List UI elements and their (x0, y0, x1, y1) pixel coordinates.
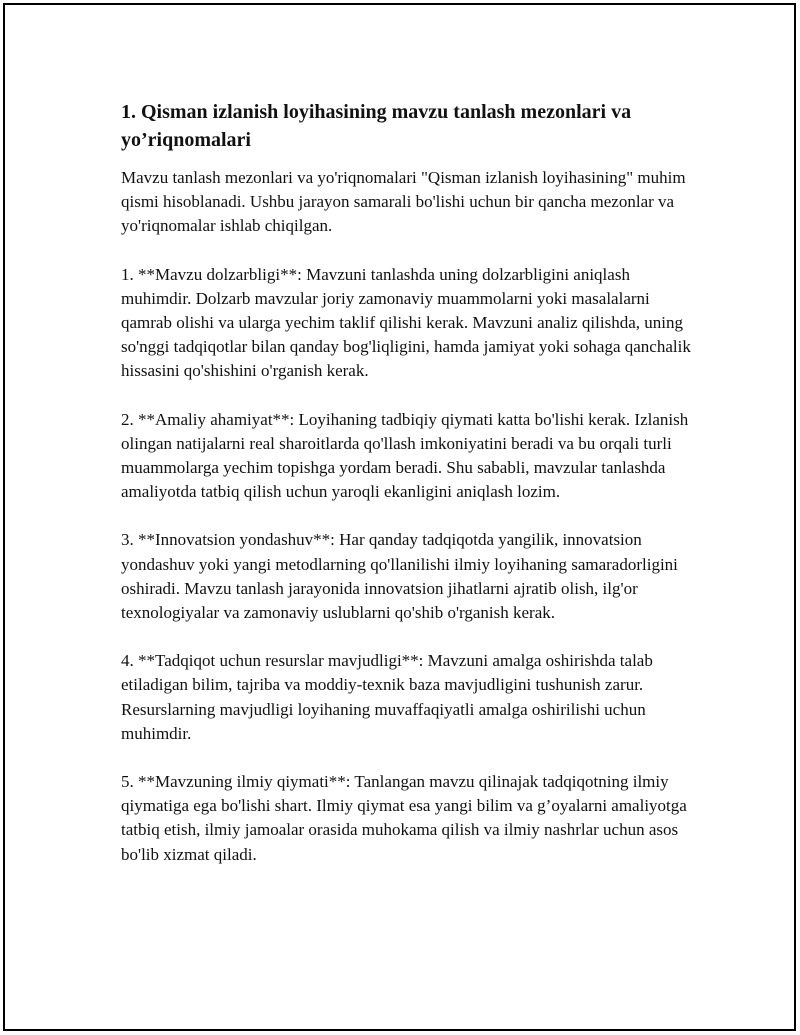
intro-paragraph: Mavzu tanlash mezonlari va yo'riqnomalari "Qisman izlanish loyihasining" muhim qismi hisoblanadi. Ushbu jarayon samarali bo'lishi uchun bir qancha mezonlar va yo'riqnomalar ishlab chiqilgan. (121, 168, 686, 236)
document-title: 1. Qisman izlanish loyihasining mavzu tanlash mezonlari va yo’riqnomalari (121, 101, 632, 151)
page-frame (3, 3, 796, 1031)
criterion-practical-value-paragraph: 2. **Amaliy ahamiyat**: Loyihaning tadbiqiy qiymati katta bo'lishi kerak. Izlanish olingan natijalarni real sharoitlarda qo'llash imkoniyatini beradi va bu orqali turli muammolarga yechim topishga yordam beradi. Shu sababli, mavzular tanlashda amaliyotda tatbiq qilish uchun yaroqli ekanligini aniqlash lozim. (121, 409, 689, 502)
criterion-relevance-paragraph: 1. **Mavzu dolzarbligi**: Mavzuni tanlashda uning dolzarbligini aniqlash muhimdir. Dolzarb mavzular joriy zamonaviy muammolarni yoki masalalarni qamrab olishi va ularga yechim taklif qilishi kerak. Mavzuni analiz qilishda, uning so'nggi tadqiqotlar bilan qanday bog'liqligini, hamda jamiyat yoki sohaga qanchalik hissasini qo'shishini o'rganish kerak. (121, 264, 691, 381)
criterion-resources-paragraph: 4. **Tadqiqot uchun resurslar mavjudligi**: Mavzuni amalga oshirishda talab etiladigan bilim, tajriba va moddiy-texnik baza mavjudligini tushunish zarur. Resurslarning mavjudligi loyihaning muvaffaqiyatli amalga oshirilishi uchun muhimdir. (121, 651, 653, 743)
criterion-scientific-value-paragraph: 5. **Mavzuning ilmiy qiymati**: Tanlangan mavzu qilinajak tadqiqotning ilmiy qiymatiga ega bo'lishi shart. Ilmiy qiymat esa yangi bilim va g’oyalarni amaliyotga tatbiq etish, ilmiy jamoalar orasida muhokama qilish va ilmiy nashrlar uchun asos bo'lib xizmat qiladi. (121, 772, 687, 864)
document-body (121, 98, 691, 891)
criterion-innovation-paragraph: 3. **Innovatsion yondashuv**: Har qanday tadqiqotda yangilik, innovatsion yondashuv yoki yangi metodlarning qo'llanilishi ilmiy loyihaning samaradorligini oshiradi. Mavzu tanlash jarayonida innovatsion jihatlarni ajratib olish, ilg'or texnologiyalar va zamonaviy uslublarni qo'shib o'rganish kerak. (121, 530, 678, 623)
